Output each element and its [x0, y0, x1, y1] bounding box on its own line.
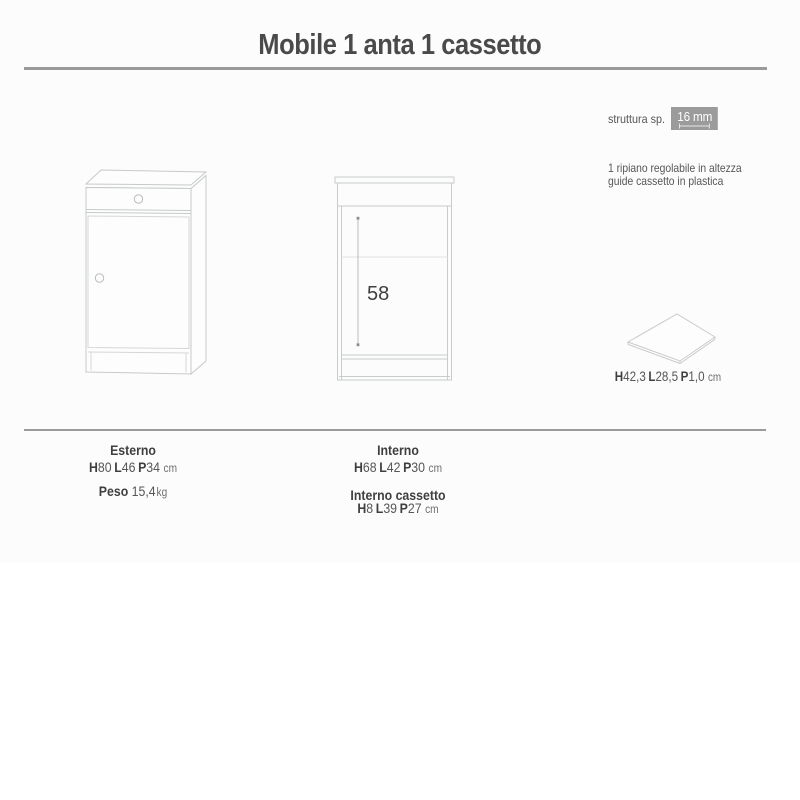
- feature-note-shelf: 1 ripiano regolabile in altezza: [608, 161, 742, 175]
- thickness-badge: [671, 107, 718, 130]
- interior-height-value: 58: [367, 283, 390, 305]
- feature-note-guides: guide cassetto in plastica: [608, 173, 724, 188]
- unit-label: cm: [163, 463, 178, 475]
- h-label: H: [88, 459, 98, 475]
- shelf-p-group: [681, 369, 705, 384]
- h-value: 42,3: [623, 369, 646, 384]
- top-panel-front: [335, 177, 454, 183]
- shelf-l-group: [648, 369, 678, 384]
- unit-label: cm: [428, 463, 443, 475]
- interno-l-group: [379, 459, 400, 475]
- l-label: L: [379, 459, 387, 475]
- unit-label: kg: [156, 487, 168, 499]
- esterno-dimensions: [49, 459, 216, 478]
- dimension-end-bottom: [357, 343, 360, 346]
- h-label: H: [614, 369, 624, 384]
- p-value: 34: [146, 459, 161, 475]
- l-label: L: [375, 500, 384, 516]
- p-value: 1,0: [688, 369, 705, 384]
- unit-label: cm: [707, 372, 722, 384]
- front-face: [86, 188, 191, 375]
- thickness-value: 16 mm: [677, 109, 713, 124]
- h-label: H: [357, 500, 367, 516]
- feature-notes: [608, 162, 742, 188]
- page-title: Mobile 1 anta 1 cassetto: [258, 29, 542, 61]
- interno-cassetto-dimensions: [310, 502, 486, 517]
- interno-cassetto-title: Interno cassetto: [350, 487, 446, 503]
- interno-p-group: [403, 459, 425, 475]
- cabinet-front-view-drawing: [334, 176, 456, 382]
- cassetto-p-group: [400, 500, 422, 516]
- h-value: 80: [97, 459, 112, 475]
- top-panel: [86, 170, 206, 185]
- esterno-l-group: [114, 459, 135, 475]
- p-value: 30: [411, 459, 426, 475]
- body-outline: [338, 183, 452, 380]
- l-label: L: [648, 369, 656, 384]
- shelf-panel-drawing: [615, 308, 725, 370]
- structure-thickness-row: [608, 107, 718, 130]
- cabinet-perspective-drawing: [74, 165, 214, 381]
- esterno-section: [49, 442, 216, 502]
- thickness-dimension-icon: [679, 123, 711, 129]
- thickness-label: struttura sp.: [608, 111, 666, 126]
- peso-value: 15,4: [131, 483, 156, 499]
- peso-row: [49, 483, 216, 502]
- cassetto-l-group: [376, 500, 397, 516]
- shelf-dimensions: [604, 369, 733, 384]
- p-label: P: [399, 500, 408, 516]
- l-value: 28,5: [655, 369, 679, 384]
- cassetto-h-group: [357, 500, 373, 516]
- p-label: P: [403, 459, 412, 475]
- p-label: P: [138, 459, 147, 475]
- interno-section: [310, 442, 486, 517]
- l-value: 39: [383, 500, 398, 516]
- interno-title: Interno: [377, 442, 419, 458]
- p-value: 27: [407, 500, 422, 516]
- p-label: P: [680, 369, 689, 384]
- shelf-h-group: [615, 369, 646, 384]
- l-value: 42: [386, 459, 401, 475]
- h-label: H: [353, 459, 363, 475]
- interno-h-group: [354, 459, 377, 475]
- interno-dimensions: [310, 459, 486, 478]
- title-divider: [24, 67, 767, 70]
- h-value: 68: [362, 459, 377, 475]
- section-divider: [24, 429, 766, 431]
- l-value: 46: [121, 459, 136, 475]
- interior-height-dimension: [357, 217, 390, 346]
- esterno-p-group: [138, 459, 160, 475]
- unit-label: cm: [425, 504, 439, 516]
- h-value: 8: [366, 500, 374, 516]
- side-panel: [191, 176, 206, 375]
- esterno-h-group: [89, 459, 112, 475]
- peso-label: Peso: [98, 483, 129, 499]
- shelf-top-face: [628, 314, 715, 361]
- l-label: L: [114, 459, 122, 475]
- dimension-end-top: [357, 217, 360, 220]
- esterno-title: Esterno: [110, 442, 156, 458]
